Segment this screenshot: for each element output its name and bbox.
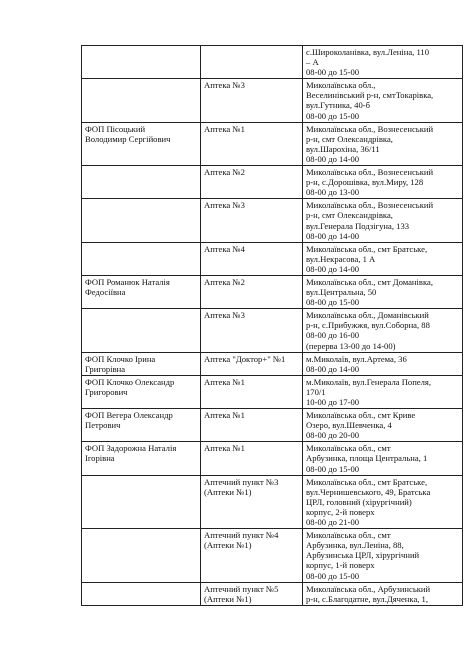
pharmacy-line: Аптечний пункт №4 bbox=[204, 530, 279, 541]
table-row bbox=[82, 475, 463, 528]
pharmacy-line: Аптека "Доктор+" №1 bbox=[204, 353, 286, 364]
address-line: (перерва 13-00 до 14-00) bbox=[306, 340, 396, 351]
pharmacy-table-body bbox=[82, 46, 463, 606]
address-cell bbox=[303, 409, 463, 442]
address-line: р-н, смт Олександрівка, bbox=[306, 210, 393, 221]
address-line: корпус, 2-й поверх bbox=[306, 506, 375, 517]
table-row bbox=[82, 529, 463, 582]
table-row bbox=[82, 122, 463, 165]
address-line: 08-00 до 21-00 bbox=[306, 517, 360, 528]
address-line: корпус, 1-й поверх bbox=[306, 560, 375, 571]
pharmacy-line: Аптека №1 bbox=[204, 376, 245, 387]
address-line: 08-00 до 15-00 bbox=[306, 67, 360, 78]
address-line: Миколаївська обл., смт Доманівка, bbox=[306, 276, 433, 287]
address-line: Миколаївська обл., смт bbox=[306, 530, 391, 541]
table-row bbox=[82, 242, 463, 275]
pharmacy-cell bbox=[201, 582, 303, 605]
owner-line: ФОП Вегера Олександр bbox=[85, 410, 173, 421]
address-line: м.Миколаїв, вул.Генерала Попеля, bbox=[306, 376, 431, 387]
address-line: – А bbox=[306, 57, 319, 68]
owner-cell bbox=[82, 352, 201, 375]
address-line: Арбузинка, площа Центральна, 1 bbox=[306, 453, 428, 464]
address-line: вул.Центральна, 50 bbox=[306, 287, 377, 298]
owner-line: Григорівна bbox=[85, 363, 126, 374]
pharmacy-line: (Аптеки №1) bbox=[204, 540, 252, 551]
table-row bbox=[82, 409, 463, 442]
pharmacy-cell bbox=[201, 475, 303, 528]
pharmacy-line: Аптека №1 bbox=[204, 123, 245, 134]
pharmacy-cell bbox=[201, 309, 303, 352]
pharmacy-cell bbox=[201, 199, 303, 242]
table-row bbox=[82, 275, 463, 308]
address-line: 10-00 до 17-00 bbox=[306, 397, 360, 407]
address-line: 08-00 до 15-00 bbox=[306, 570, 360, 581]
pharmacy-table bbox=[81, 45, 463, 606]
address-line: Миколаївська обл., Доманівський bbox=[306, 310, 429, 321]
address-cell bbox=[303, 275, 463, 308]
owner-cell bbox=[82, 79, 201, 122]
address-line: вул.Шарохіна, 36/11 bbox=[306, 143, 380, 154]
address-line: м.Миколаїв, вул.Артема, 36 bbox=[306, 353, 407, 364]
pharmacy-line: Аптека №3 bbox=[204, 80, 245, 91]
address-line: 08-00 до 20-00 bbox=[306, 430, 360, 441]
owner-cell bbox=[82, 122, 201, 165]
owner-line: ФОП Пісоцький bbox=[85, 123, 146, 134]
address-line: 08-00 до 16-00 bbox=[306, 330, 360, 341]
address-cell bbox=[303, 375, 463, 408]
address-cell bbox=[303, 46, 463, 79]
pharmacy-cell bbox=[201, 442, 303, 475]
pharmacy-cell bbox=[201, 275, 303, 308]
owner-cell bbox=[82, 582, 201, 605]
address-line: Озеро, вул.Шевченка, 4 bbox=[306, 420, 392, 431]
table-row bbox=[82, 166, 463, 199]
address-line: Веселинівський р-н, смтТокарівка, bbox=[306, 90, 434, 101]
pharmacy-line: (Аптеки №1) bbox=[204, 593, 252, 604]
owner-cell bbox=[82, 199, 201, 242]
table-row bbox=[82, 442, 463, 475]
owner-cell bbox=[82, 375, 201, 408]
owner-cell bbox=[82, 475, 201, 528]
address-line: вул.Гутника, 40-б bbox=[306, 100, 370, 111]
owner-line: Петрович bbox=[85, 420, 121, 431]
address-line: р-н, с.Благодатне, вул.Дяченка, 1, bbox=[306, 593, 429, 604]
address-cell bbox=[303, 352, 463, 375]
owner-line: ФОП Задорожна Наталія bbox=[85, 443, 177, 454]
pharmacy-cell bbox=[201, 375, 303, 408]
table-row bbox=[82, 375, 463, 408]
address-line: вул.Чернишевського, 49, Братська bbox=[306, 486, 431, 497]
pharmacy-line: Аптека №1 bbox=[204, 410, 245, 421]
table-row bbox=[82, 352, 463, 375]
owner-line: Володимир Сергійович bbox=[85, 133, 171, 144]
address-line: 08-00 до 14-00 bbox=[306, 153, 360, 164]
owner-cell bbox=[82, 409, 201, 442]
address-line: Миколаївська обл., Вознесенський bbox=[306, 200, 434, 211]
address-line: вул.Генерала Подзігуна, 133 bbox=[306, 220, 410, 231]
address-cell bbox=[303, 166, 463, 199]
owner-line: Федосіївна bbox=[85, 287, 126, 298]
address-line: ЦРЛ, головний (хірургічний) bbox=[306, 496, 412, 507]
address-line: Миколаївська обл., смт bbox=[306, 443, 391, 454]
owner-line: ФОП Романюк Наталія bbox=[85, 276, 170, 287]
address-cell bbox=[303, 529, 463, 582]
address-line: вул.Некрасова, 1 А bbox=[306, 253, 376, 264]
owner-cell bbox=[82, 242, 201, 275]
pharmacy-cell bbox=[201, 79, 303, 122]
pharmacy-cell bbox=[201, 352, 303, 375]
pharmacy-line: Аптека №4 bbox=[204, 243, 245, 254]
address-cell bbox=[303, 199, 463, 242]
address-line: р-н, с.Дорошівка, вул.Миру, 128 bbox=[306, 177, 424, 188]
address-line: Миколаївська обл., смт Братське, bbox=[306, 243, 428, 254]
pharmacy-line: Аптека №2 bbox=[204, 276, 245, 287]
pharmacy-cell bbox=[201, 122, 303, 165]
pharmacy-line: Аптека №3 bbox=[204, 310, 245, 321]
pharmacy-cell bbox=[201, 409, 303, 442]
address-line: Миколаївська обл., bbox=[306, 80, 376, 91]
address-line: Миколаївська обл., смт Криве bbox=[306, 410, 416, 421]
table-row bbox=[82, 46, 463, 79]
owner-line: Григорович bbox=[85, 386, 128, 397]
pharmacy-cell bbox=[201, 166, 303, 199]
address-cell bbox=[303, 442, 463, 475]
owner-cell bbox=[82, 529, 201, 582]
pharmacy-cell bbox=[201, 529, 303, 582]
address-line: Арбузинська ЦРЛ, хірургічний bbox=[306, 550, 420, 561]
address-line: с.Широколанівка, вул.Леніна, 110 bbox=[306, 47, 430, 57]
pharmacy-line: Аптека №1 bbox=[204, 443, 245, 454]
owner-cell bbox=[82, 442, 201, 475]
pharmacy-line: (Аптеки №1) bbox=[204, 486, 252, 497]
owner-cell bbox=[82, 275, 201, 308]
table-row bbox=[82, 199, 463, 242]
address-line: Миколаївська обл., Арбузинський bbox=[306, 583, 431, 594]
address-cell bbox=[303, 79, 463, 122]
address-cell bbox=[303, 242, 463, 275]
address-line: Арбузинка, вул.Леніна, 88, bbox=[306, 540, 404, 551]
owner-line: Ігорівна bbox=[85, 453, 115, 464]
owner-line: ФОП Клочко Ірина bbox=[85, 353, 156, 364]
address-line: р-н, смт Олександрівка, bbox=[306, 133, 393, 144]
address-line: 08-00 до 14-00 bbox=[306, 263, 360, 274]
owner-line: ФОП Клочко Олександр bbox=[85, 376, 175, 387]
pharmacy-cell bbox=[201, 242, 303, 275]
pharmacy-cell bbox=[201, 46, 303, 79]
address-line: 170/1 bbox=[306, 386, 326, 397]
address-line: Миколаївська обл., Вознесенський bbox=[306, 167, 434, 178]
address-line: р-н, с.Прибужжя, вул.Соборна, 88 bbox=[306, 320, 430, 331]
owner-cell bbox=[82, 166, 201, 199]
owner-cell bbox=[82, 309, 201, 352]
address-line: 08-00 до 13-00 bbox=[306, 187, 360, 198]
address-line: 08-00 до 14-00 bbox=[306, 363, 360, 374]
address-line: 08-00 до 15-00 bbox=[306, 297, 360, 308]
address-cell bbox=[303, 122, 463, 165]
pharmacy-line: Аптечний пункт №3 bbox=[204, 476, 279, 487]
address-cell bbox=[303, 475, 463, 528]
address-line: Миколаївська обл., смт Братське, bbox=[306, 476, 428, 487]
address-cell bbox=[303, 309, 463, 352]
pharmacy-line: Аптечний пункт №5 bbox=[204, 583, 279, 594]
table-row bbox=[82, 309, 463, 352]
address-line: 08-00 до 15-00 bbox=[306, 463, 360, 474]
pharmacy-line: Аптека №2 bbox=[204, 167, 245, 178]
table-row bbox=[82, 582, 463, 605]
table-row bbox=[82, 79, 463, 122]
address-line: 08-00 до 14-00 bbox=[306, 230, 360, 241]
owner-cell bbox=[82, 46, 201, 79]
address-line: 08-00 до 15-00 bbox=[306, 110, 360, 121]
address-cell bbox=[303, 582, 463, 605]
address-line: Миколаївська обл., Вознесенський bbox=[306, 123, 434, 134]
pharmacy-line: Аптека №3 bbox=[204, 200, 245, 211]
